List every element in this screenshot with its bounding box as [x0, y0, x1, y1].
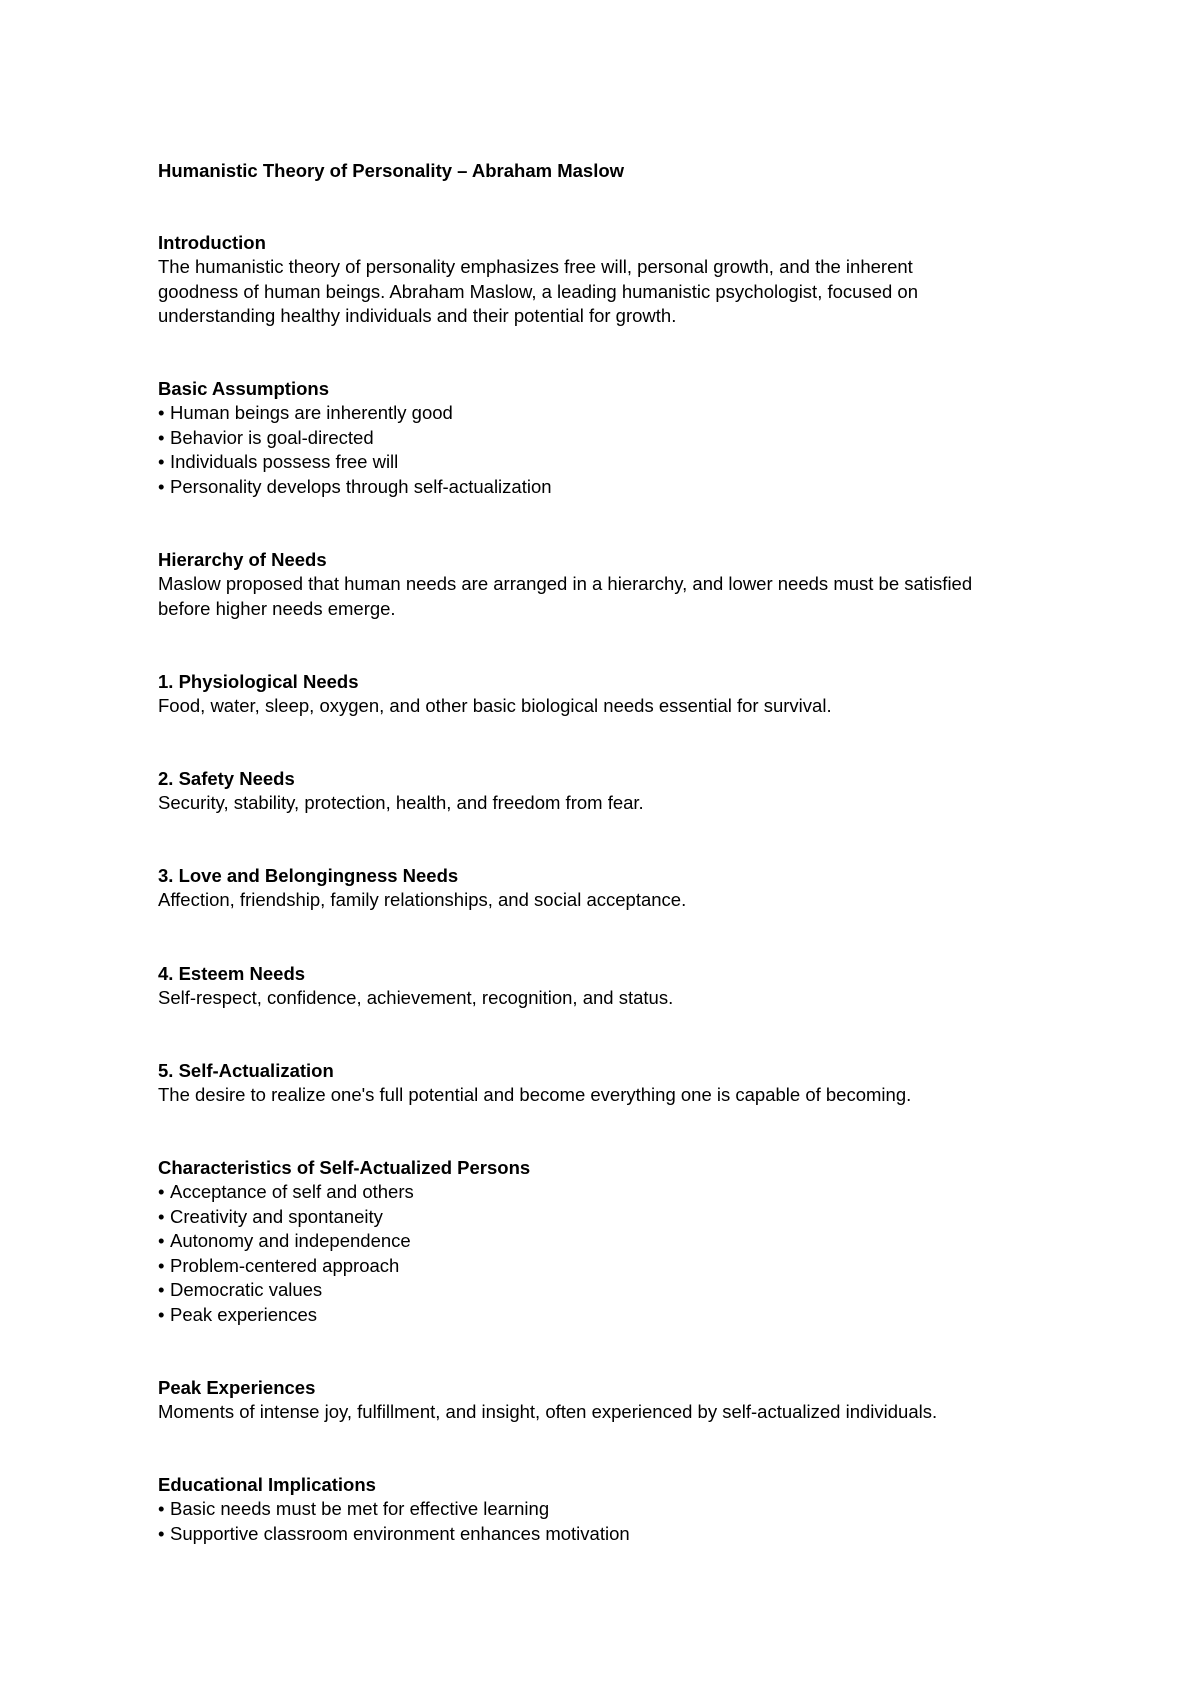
- safety-text: Security, stability, protection, health, and freedom from fear.: [158, 792, 644, 813]
- section-basic-assumptions: [158, 377, 1088, 499]
- section-love-belongingness: [158, 864, 1088, 913]
- list-item: • Creativity and spontaneity: [158, 1205, 1088, 1230]
- section-educational-implications: [158, 1473, 1088, 1546]
- list-item: • Personality develops through self-actualization: [158, 475, 1088, 500]
- basic-assumptions-list: [158, 401, 1088, 499]
- list-item: • Autonomy and independence: [158, 1229, 1088, 1254]
- hierarchy-line: Maslow proposed that human needs are arranged in a hierarchy, and lower needs must be satisfied: [158, 573, 973, 594]
- safety-heading: 2. Safety Needs: [158, 768, 295, 789]
- introduction-line: goodness of human beings. Abraham Maslow, a leading humanistic psychologist, focused on: [158, 280, 918, 302]
- list-item: • Basic needs must be met for effective learning: [158, 1497, 1088, 1522]
- characteristics-heading: Characteristics of Self-Actualized Persons: [158, 1157, 531, 1178]
- educational-list: [158, 1497, 1088, 1546]
- section-esteem-needs: [158, 962, 1088, 1011]
- peak-experiences-text: Moments of intense joy, fulfillment, and insight, often experienced by self-actualized individuals.: [158, 1401, 938, 1422]
- list-item: • Problem-centered approach: [158, 1254, 1088, 1279]
- educational-heading: Educational Implications: [158, 1474, 376, 1495]
- list-item: • Peak experiences: [158, 1303, 1088, 1328]
- list-item: • Behavior is goal-directed: [158, 426, 1088, 451]
- physiological-text: Food, water, sleep, oxygen, and other basic biological needs essential for survival.: [158, 695, 832, 716]
- document-title: Humanistic Theory of Personality – Abraham Maslow: [158, 160, 625, 181]
- love-heading: 3. Love and Belongingness Needs: [158, 865, 459, 886]
- list-item: • Individuals possess free will: [158, 450, 1088, 475]
- hierarchy-heading: Hierarchy of Needs: [158, 549, 327, 570]
- section-safety-needs: [158, 767, 1088, 816]
- list-item: • Acceptance of self and others: [158, 1180, 1088, 1205]
- love-text: Affection, friendship, family relationships, and social acceptance.: [158, 889, 687, 910]
- characteristics-list: [158, 1180, 1088, 1327]
- section-introduction: [158, 231, 1088, 329]
- basic-assumptions-heading: Basic Assumptions: [158, 378, 329, 399]
- hierarchy-text: [158, 572, 1088, 621]
- section-peak-experiences: [158, 1376, 1088, 1425]
- section-physiological-needs: [158, 670, 1088, 719]
- introduction-line: The humanistic theory of personality emphasizes free will, personal growth, and the inherent: [158, 256, 913, 277]
- introduction-line: understanding healthy individuals and their potential for growth.: [158, 305, 677, 326]
- list-item: • Supportive classroom environment enhances motivation: [158, 1522, 1088, 1547]
- hierarchy-line: before higher needs emerge.: [158, 597, 396, 619]
- section-characteristics: [158, 1156, 1088, 1327]
- list-item: • Democratic values: [158, 1278, 1088, 1303]
- esteem-heading: 4. Esteem Needs: [158, 963, 306, 984]
- introduction-heading: Introduction: [158, 232, 266, 253]
- section-hierarchy: [158, 548, 1088, 621]
- introduction-text: [158, 255, 1088, 329]
- physiological-heading: 1. Physiological Needs: [158, 671, 359, 692]
- self-actualization-heading: 5. Self-Actualization: [158, 1060, 334, 1081]
- section-self-actualization: [158, 1059, 1088, 1108]
- list-item: • Human beings are inherently good: [158, 401, 1088, 426]
- esteem-text: Self-respect, confidence, achievement, recognition, and status.: [158, 987, 674, 1008]
- self-actualization-text: The desire to realize one's full potential and become everything one is capable of becoming.: [158, 1084, 912, 1105]
- peak-experiences-heading: Peak Experiences: [158, 1377, 316, 1398]
